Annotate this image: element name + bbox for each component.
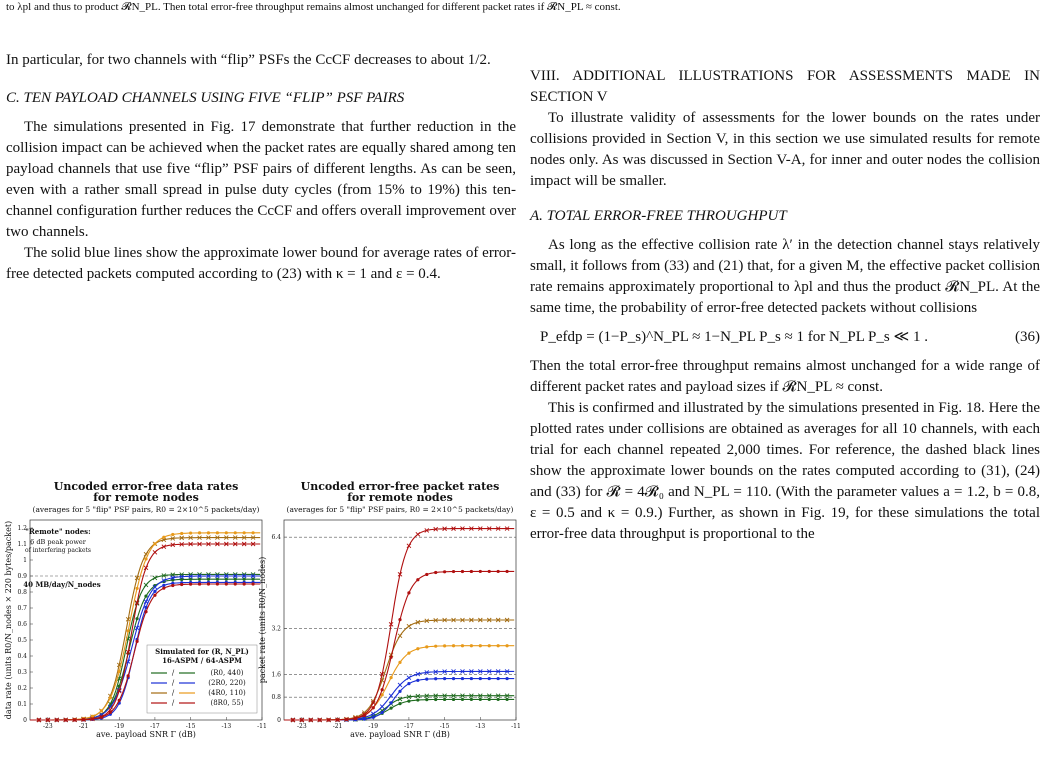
chart-0-data-point — [198, 582, 201, 585]
chart-1-data-point — [327, 718, 330, 721]
legend-entry-2: (4R0, 110) — [208, 689, 246, 697]
right-column — [530, 50, 1040, 545]
chart-1-data-point — [407, 676, 411, 680]
chart-1-data-point — [470, 677, 473, 680]
chart-0-data-point — [189, 583, 192, 586]
legend-entry-3: (8R0, 55) — [210, 699, 244, 707]
paragraph-a2: Then the total error-free throughput remains almost unchanged for a wide range of different packet rates and payload sizes if 𝓡N_PL ≈ const. — [530, 358, 1040, 395]
chart-1-data-point — [407, 591, 410, 594]
chart-0-data-point — [153, 594, 156, 597]
chart-1-data-point — [443, 644, 446, 647]
chart-0-data-point — [180, 583, 183, 586]
chart-0-data-point — [127, 629, 130, 632]
chart-1-data-point — [425, 645, 428, 648]
chart-1-data-point — [461, 677, 464, 680]
chart-1-data-point — [407, 682, 410, 685]
chart-1-data-point — [363, 714, 366, 717]
chart-1-title: Uncoded error-free packet rates — [300, 480, 500, 493]
chart-1-data-point — [452, 644, 455, 647]
chart-0-data-point — [135, 640, 138, 643]
chart-0-data-point — [162, 587, 165, 590]
chart-1-data-point — [488, 644, 491, 647]
chart-1-data-point — [488, 698, 491, 701]
chart-1-data-point — [300, 718, 303, 721]
chart-1-ytick-label: 0 — [277, 717, 281, 724]
chart-0-ytick-label: 0.8 — [17, 589, 27, 596]
chart-0-ytick-label: 0.2 — [17, 685, 27, 692]
chart-1-data-point — [416, 679, 419, 682]
chart-0-ytick-label: 0.9 — [17, 573, 27, 580]
chart-1-data-point — [416, 647, 419, 650]
chart-0-ytick-label: 0.3 — [17, 669, 27, 676]
chart-1-series-line — [284, 646, 514, 720]
chart-1-data-point — [425, 698, 428, 701]
chart-1-data-point — [470, 644, 473, 647]
chart-0-data-point — [144, 595, 147, 598]
chart-0-data-point — [251, 578, 254, 581]
chart-0-data-point — [144, 583, 148, 587]
chart-0-data-point — [207, 582, 210, 585]
chart-0-title: Uncoded error-free data rates — [53, 480, 239, 493]
chart-1-xlabel: ave. payload SNR Γ (dB) — [350, 730, 450, 739]
chart-1-ytick-label: 1.6 — [271, 671, 281, 679]
chart-0-data-point — [243, 578, 246, 581]
chart-0-data-point — [135, 587, 138, 590]
chart-1-xtick-label: -15 — [439, 723, 450, 730]
paragraph-a3: This is confirmed and illustrated by the simulations presented in Fig. 18. Here the plotted rates under collisions are obtained as averages for all 10 channels, with each trial for each channel repeated 2,000 times. For reference, the dashed black lines show the approximate lower bounds on the rates computed according to (31), (24) and (33) for 𝓡 = 4𝓡₀ and N_PL = 110. (With the parameter values a = 1.2, b = 0.8, ε = 0.5 and κ = 0.9.) Further, as shown in Fig. 19, for these simulations the total error-free data throughput is proportional to the — [530, 400, 1040, 542]
chart-0-data-point — [55, 718, 58, 721]
chart-1-subtitle: (averages for 5 "flip" PSF pairs, R0 = 2×10^5 packets/day) — [286, 505, 514, 514]
chart-1-data-point — [291, 718, 294, 721]
chart-0-ytick-label: 0.7 — [17, 605, 27, 612]
chart-1-data-point — [488, 570, 491, 573]
chart-0-data-point — [109, 711, 112, 714]
chart-1-data-point — [443, 677, 446, 680]
chart-0-data-point — [234, 578, 237, 581]
chart-1-data-point — [381, 688, 384, 691]
equation-number: (36) — [1015, 329, 1040, 345]
chart-1-data-point — [434, 571, 437, 574]
chart-0-data-point — [243, 531, 246, 534]
chart-1-data-point — [479, 698, 482, 701]
chart-1-data-point — [461, 698, 464, 701]
annotation-interfering: of interfering packets — [25, 547, 91, 554]
paragraph-c1: The simulations presented in Fig. 17 demonstrate that further reduction in the collision impact can be achieved when the packet rates are equally shared among ten payload channels that use five “flip” PSF pairs of different lengths. As can be seen, even with a rather small spread in pulse duty cycles (from 15% to 19%) this ten-channel configuration further reduces the CcCF and offers overall improvement over two channels. — [6, 119, 516, 240]
paragraph-a1: As long as the effective collision rate λ′ in the detection channel stays relatively small, it follows from (33) and (21) that, for a given M, the effective packet collision rate remains approximately proportional to λpl and thus the product 𝓡N_PL. At the same time, the probability of error-free detected packets without collisions — [530, 237, 1040, 316]
chart-1-data-point — [416, 698, 419, 701]
chart-0-data-point — [243, 582, 246, 585]
chart-0-data-point — [251, 531, 254, 534]
chart-0-ytick-label: 0.4 — [17, 653, 27, 660]
chart-1-data-point — [505, 570, 508, 573]
chart-0-data-point — [225, 578, 228, 581]
chart-0-data-point — [216, 582, 219, 585]
chart-1-data-point — [497, 698, 500, 701]
chart-1-data-point — [407, 700, 410, 703]
chart-0-xtick-label: -19 — [114, 723, 125, 730]
chart-1-data-point — [461, 644, 464, 647]
chart-1-xtick-label: -13 — [475, 723, 486, 730]
chart-0-ytick-label: 0 — [23, 717, 27, 724]
section-c-heading: C. TEN PAYLOAD CHANNELS USING FIVE “FLIP” PSF PAIRS — [6, 90, 405, 106]
chart-1-data-point — [398, 690, 401, 693]
chart-1-ytick-label: 3.2 — [271, 625, 281, 633]
chart-0-data-point — [118, 670, 121, 673]
chart-0-data-point — [225, 582, 228, 585]
chart-0-data-point — [109, 696, 112, 699]
chart-0-xtick-label: -21 — [78, 723, 89, 730]
chart-1-data-point — [452, 698, 455, 701]
chart-0-data-point — [207, 531, 210, 534]
chart-1-data-point — [371, 712, 375, 716]
chart-0-subtitle: (averages for 5 "flip" PSF pairs, R0 = 2×10^5 packets/day) — [32, 505, 260, 514]
chart-1-data-point — [407, 624, 411, 628]
chart-1-xtick-label: -23 — [297, 723, 307, 730]
chart-0-data-point — [100, 716, 103, 719]
chart-0-ylabel: data rate (units R0/N_nodes × 220 bytes/packet) — [4, 520, 13, 720]
chart-1-data-point — [389, 656, 392, 659]
chart-1-data-point — [505, 677, 508, 680]
chart-0-data-point — [144, 557, 147, 560]
chart-1-ylabel: packet rate (units R0/N_nodes) — [258, 556, 267, 684]
chart-1-data-point — [389, 701, 392, 704]
chart-0-data-point — [91, 717, 94, 720]
chart-1-data-point — [416, 578, 419, 581]
chart-0-data-point — [135, 617, 138, 620]
chart-1-data-point — [434, 698, 437, 701]
chart-0-data-point — [46, 718, 49, 721]
legend-separator: / — [171, 669, 175, 677]
chart-0-ytick-label: 1.2 — [17, 525, 27, 532]
chart-0-xtick-label: -23 — [43, 723, 53, 730]
chart-0-data-point — [234, 582, 237, 585]
legend-separator: / — [171, 679, 175, 687]
chart-1-data-point — [443, 570, 446, 573]
chart-1-data-point — [398, 661, 401, 664]
legend-separator: / — [171, 689, 175, 697]
chart-1-data-point — [434, 645, 437, 648]
chart-0-data-point — [64, 718, 67, 721]
chart-1-xtick-label: -17 — [404, 723, 414, 730]
legend-title: Simulated for (R, N_PL) — [155, 647, 249, 656]
chart-0-data-point — [234, 531, 237, 534]
chart-0-data-point — [82, 718, 85, 721]
chart-1-data-point — [425, 573, 428, 576]
paragraph-section-8: To illustrate validity of assessments for the lower bounds on the rates under collisions provided in Section V, in this section we use simulated results for remote nodes only. As was discussed in Section V-A, for inner and outer nodes the collision impact will be smaller. — [530, 110, 1040, 189]
paragraph-intro: In particular, for two channels with “flip” PSFs the CcCF decreases to about 1/2. — [6, 52, 491, 68]
chart-1-data-point — [398, 618, 401, 621]
section-8-heading: VIII. ADDITIONAL ILLUSTRATIONS FOR ASSESSMENTS MADE IN SECTION V — [530, 68, 1040, 105]
chart-1-ytick-label: 6.4 — [271, 534, 281, 542]
paragraph-c2: The solid blue lines show the approximate lower bound for average rates of error-free detected packets computed according to (23) with κ = 1 and ε = 0.4. — [6, 245, 516, 282]
chart-1-data-point — [434, 677, 437, 680]
chart-1-data-point — [380, 705, 384, 709]
chart-1-xtick-label: -11 — [511, 723, 521, 730]
chart-1-xtick-label: -19 — [368, 723, 379, 730]
figure-17-svg — [0, 470, 528, 765]
chart-1-data-point — [372, 706, 375, 709]
chart-0-data-point — [144, 610, 147, 613]
chart-0-title-2: for remote nodes — [93, 491, 199, 504]
section-a-heading: A. TOTAL ERROR-FREE THROUGHPUT — [530, 208, 787, 224]
chart-1-data-point — [407, 544, 411, 548]
chart-1-data-point — [505, 698, 508, 701]
chart-0-data-point — [198, 578, 201, 581]
chart-1-data-point — [416, 532, 420, 536]
annotation-throughput: 40 MB/day/N_nodes — [23, 580, 101, 589]
chart-0-data-point — [162, 584, 165, 587]
annotation-peak-power: 6 dB peak power — [30, 538, 86, 546]
chart-0-data-point — [216, 578, 219, 581]
legend-separator: / — [171, 699, 175, 707]
chart-0-data-point — [73, 718, 76, 721]
chart-0-data-point — [251, 582, 254, 585]
chart-0-data-point — [37, 718, 40, 721]
chart-1-data-point — [398, 702, 401, 705]
chart-1-data-point — [336, 718, 339, 721]
chart-1-data-point — [452, 570, 455, 573]
chart-1-data-point — [479, 677, 482, 680]
chart-0-data-point — [100, 709, 103, 712]
chart-0-xlabel: ave. payload SNR Γ (dB) — [96, 730, 196, 739]
chart-0-data-point — [127, 674, 130, 677]
chart-1-title-2: for remote nodes — [347, 491, 453, 504]
chart-1-data-point — [452, 677, 455, 680]
chart-1-data-point — [309, 718, 312, 721]
chart-0-data-point — [180, 532, 183, 535]
chart-1-data-point — [470, 698, 473, 701]
chart-1-data-point — [381, 711, 384, 714]
chart-1-data-point — [389, 676, 392, 679]
chart-0-data-point — [189, 578, 192, 581]
chart-0-data-point — [198, 531, 201, 534]
figure-17 — [0, 470, 528, 765]
chart-1-data-point — [497, 570, 500, 573]
chart-1-xtick-label: -21 — [332, 723, 343, 730]
chart-0-xtick-label: -13 — [221, 723, 232, 730]
chart-0-data-point — [216, 531, 219, 534]
chart-1-data-point — [479, 644, 482, 647]
chart-1-data-point — [407, 652, 410, 655]
chart-0-data-point — [207, 578, 210, 581]
chart-1-data-point — [389, 707, 392, 710]
chart-0-data-point — [225, 531, 228, 534]
chart-1-data-point — [497, 644, 500, 647]
chart-0-ytick-label: 0.5 — [17, 637, 27, 644]
chart-1-ytick-label: 0.8 — [271, 694, 281, 702]
chart-1-data-point — [345, 718, 348, 721]
legend-subtitle: 16-ASPM / 64-ASPM — [162, 656, 242, 665]
chart-0-ytick-label: 0.6 — [17, 621, 27, 628]
chart-1-data-point — [425, 678, 428, 681]
chart-1-data-point — [398, 683, 402, 687]
chart-0-data-point — [153, 550, 157, 554]
chart-1-data-point — [488, 677, 491, 680]
chart-0-data-point — [162, 536, 165, 539]
chart-0-data-point — [171, 584, 174, 587]
chart-0-data-point — [153, 542, 156, 545]
legend-entry-1: (2R0, 220) — [208, 679, 246, 687]
chart-1-data-point — [497, 677, 500, 680]
chart-1-data-point — [354, 717, 357, 720]
legend-entry-0: (R0, 440) — [210, 669, 244, 677]
left-column — [6, 50, 516, 285]
chart-1-data-point — [443, 698, 446, 701]
chart-0-xtick-label: -15 — [185, 723, 196, 730]
chart-0-data-point — [153, 590, 156, 593]
chart-1-data-point — [363, 718, 366, 721]
equation-body: P_efdp = (1−P_s)^N_PL ≈ 1−N_PL P_s ≈ 1 for N_PL P_s ≪ 1 . — [540, 329, 928, 345]
chart-0-ytick-label: 1.1 — [17, 541, 27, 548]
chart-0-data-point — [171, 533, 174, 536]
chart-0-ytick-label: 0.1 — [17, 701, 27, 708]
chart-1-data-point — [470, 570, 473, 573]
chart-0-xtick-label: -17 — [150, 723, 160, 730]
chart-1-data-point — [372, 716, 375, 719]
chart-0-xtick-label: -11 — [257, 723, 267, 730]
chart-1-data-point — [479, 570, 482, 573]
chart-1-data-point — [461, 570, 464, 573]
chart-1-data-point — [505, 644, 508, 647]
chart-1-data-point — [398, 634, 402, 638]
chart-0-data-point — [118, 699, 121, 702]
chart-0-ytick-label: 1 — [23, 557, 27, 564]
figure-caption-fragment: to λpl and thus to product 𝓡N_PL. Then total error-free throughput remains almost unchanged for different packet rates if 𝓡N_PL ≈ const. — [6, 1, 621, 13]
equation-36 — [530, 327, 1040, 348]
annotation-remote-nodes: "Remote" nodes: — [25, 527, 91, 536]
chart-1-data-point — [318, 718, 321, 721]
chart-0-data-point — [189, 531, 192, 534]
